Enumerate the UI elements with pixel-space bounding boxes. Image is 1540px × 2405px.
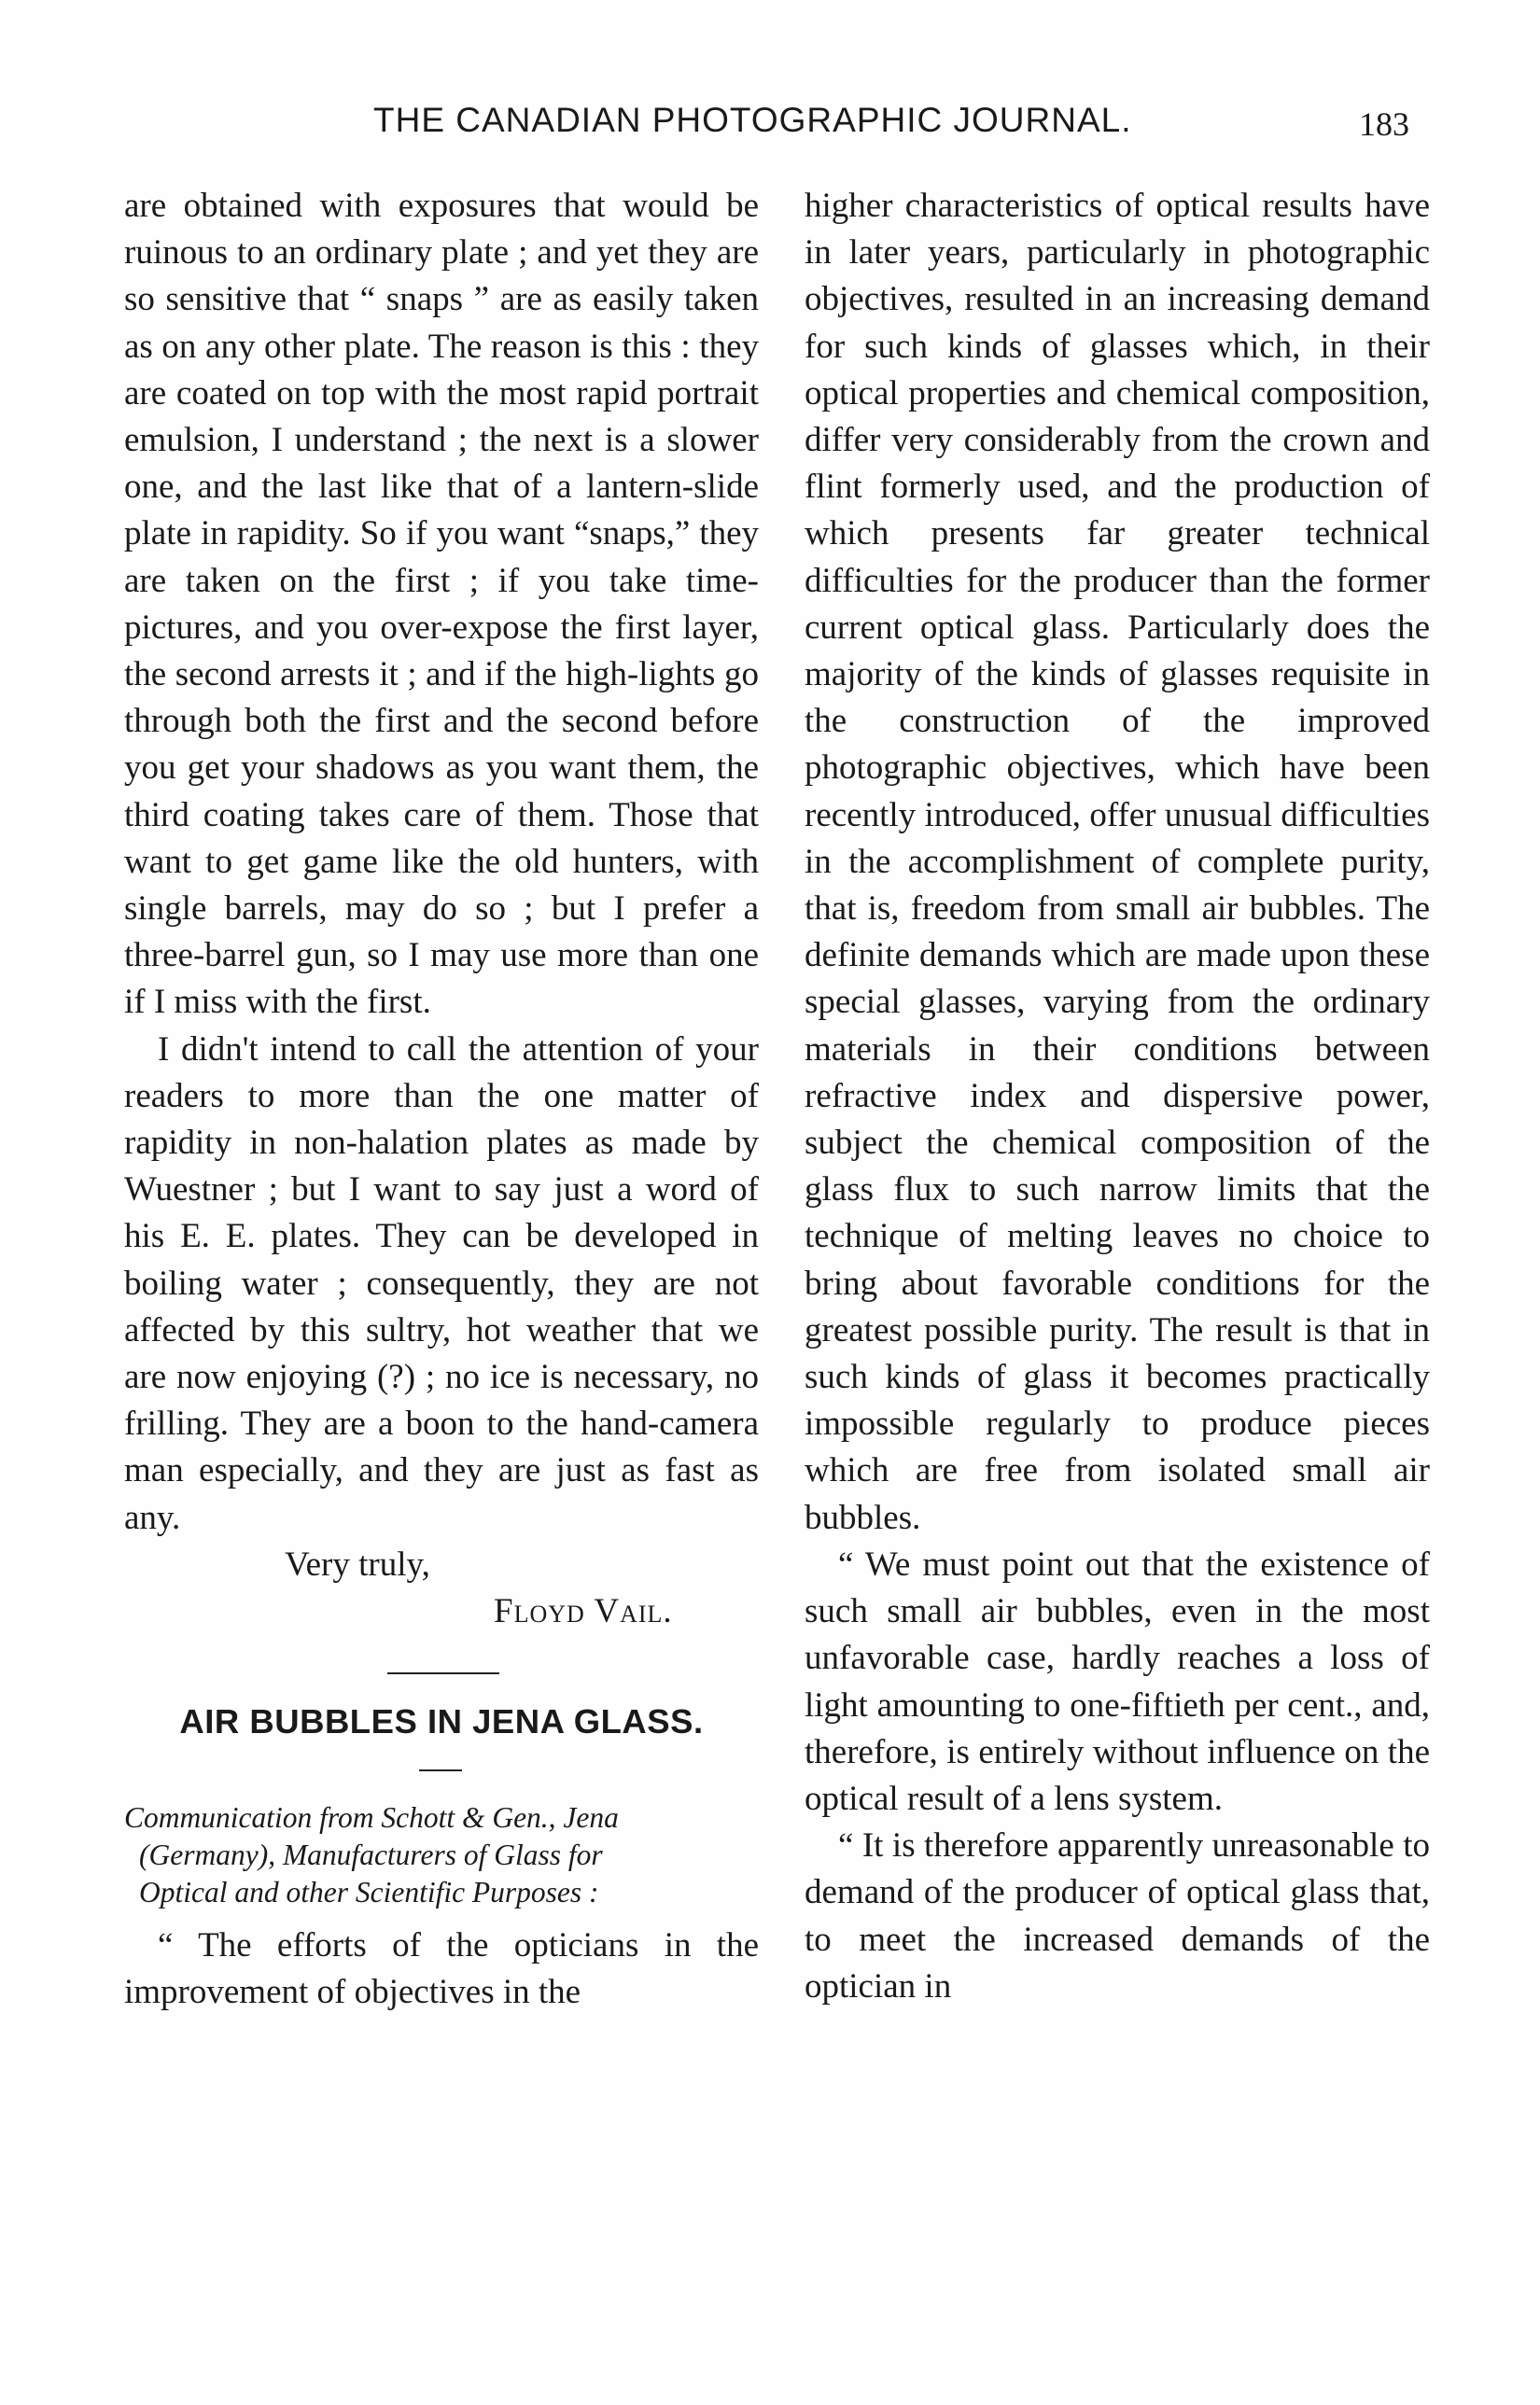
page-number: 183: [1359, 105, 1409, 143]
journal-title: THE CANADIAN PHOTOGRAPHIC JOURNAL.: [373, 101, 1132, 139]
article-credit: [124, 1799, 759, 1911]
letter-signoff: [124, 1542, 759, 1635]
credit-line: (Germany), Manufacturers of Glass for: [139, 1838, 603, 1871]
paragraph: I didn't intend to call the attention of your readers to more than the one matter of rapidity in non-halation plates as made by Wuestner ; but I want to say just a word of his E. E. plates. They can be developed in boiling water ; consequently, they are not affected by this sultry, hot weather that we are now enjoying (?) ; no ice is necessary, no frilling. They are a boon to the hand-camera man especially, and they are just as fast as any.: [124, 1029, 759, 1537]
right-column: [805, 183, 1430, 2010]
section-divider: [387, 1672, 499, 1674]
title-divider: [419, 1769, 462, 1771]
paragraph: “ It is therefore apparently unreasonable to demand of the producer of optical glass that, to meet the increased demands of the optician in: [805, 1826, 1430, 2006]
closing: Very truly,: [285, 1545, 430, 1584]
paragraph: are obtained with exposures that would be ruinous to an ordinary plate ; and yet they are so sensitive that “ snaps ” are as easily taken as on any other plate. The reason is this : they are coated on top with the most rapid portrait emulsion, I understand ; the next is a slower one, and the last like that of a lantern-slide plate in rapidity. So if you want “snaps,” they are taken on the first ; if you take time-pictures, and you over-expose the first layer, the second arrests it ; and if the high-lights go through both the first and the second before you get your shadows as you want them, the third coating takes care of them. Those that want to get game like the old hunters, with single barrels, may do so ; but I prefer a three-barrel gun, so I may use more than one if I miss with the first.: [124, 187, 759, 1022]
credit-line: Optical and other Scientific Purposes :: [139, 1875, 599, 1909]
article-title: AIR BUBBLES IN JENA GLASS.: [179, 1701, 704, 1741]
paragraph: “ We must point out that the existence of such small air bubbles, even in the most unfavorable case, hardly reaches a loss of light amounting to one-fiftieth per cent., and, therefore, is entirely without influence on the optical result of a lens system.: [805, 1545, 1430, 1818]
paragraph: “ The efforts of the opticians in the improvement of objectives in the: [124, 1925, 759, 2012]
signature: Floyd Vail.: [494, 1591, 673, 1630]
credit-line: Communication from Schott & Gen., Jena: [124, 1800, 619, 1834]
paragraph: higher characteristics of optical results have in later years, particularly in photographic objectives, resulted in an increasing demand for such kinds of glasses which, in their optical properties and chemical composition, differ very considerably from the crown and flint formerly used, and the production of which presents far greater technical difficulties for the producer than the former current optical glass. Particularly does the majority of the kinds of glasses requisite in the construction of the improved photographic objectives, which have been recently introduced, offer unusual difficulties in the accomplishment of complete purity, that is, freedom from small air bubbles. The definite demands which are made upon these special glasses, varying from the ordinary materials in their conditions between refractive index and dispersive power, subject the chemical composition of the glass flux to such narrow limits that the technique of melting leaves no choice to bring about favorable conditions for the greatest possible purity. The result is that in such kinds of glass it becomes practically impossible regularly to produce pieces which are free from isolated small air bubbles.: [805, 187, 1430, 1537]
left-column: [124, 183, 759, 2016]
page-header: [0, 101, 1540, 157]
